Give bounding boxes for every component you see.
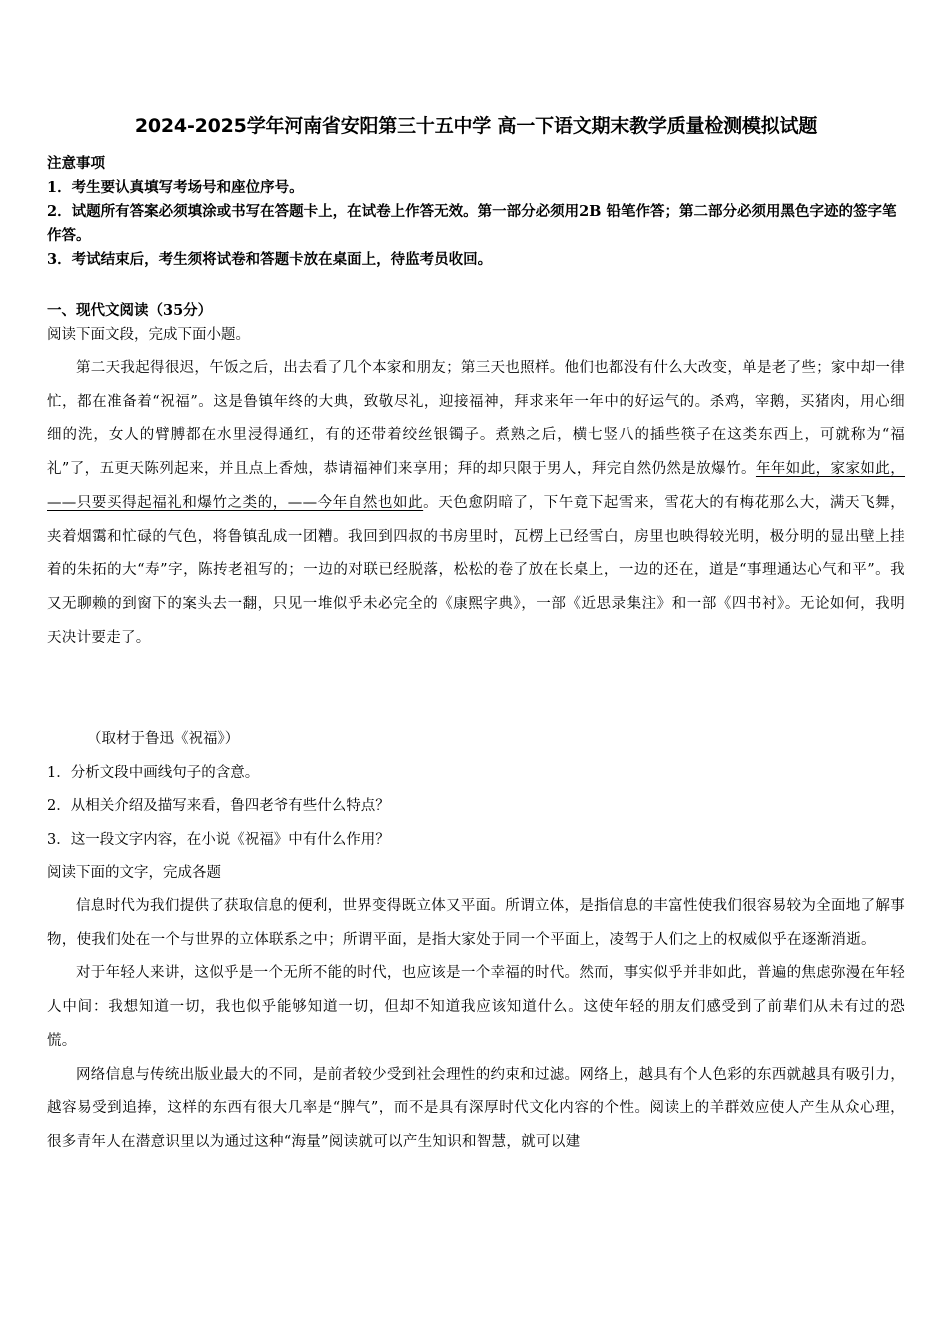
questions1-block <box>47 723 905 891</box>
note-item: 3．考试结束后，考生须将试卷和答题卡放在桌面上，待监考员收回。 <box>47 251 493 268</box>
source1: （取材于鲁迅《祝福》） <box>87 731 240 747</box>
notes-block <box>47 152 905 272</box>
section1-header <box>47 299 905 347</box>
passage1-text-before: 第二天我起得很迟，午饭之后，出去看了几个本家和朋友；第三天也照样。他们也都没有什么大改变，单是老了些；家中却一律忙，都在准备着“祝福”。这是鲁镇年终的大典，致敬尽礼，迎接福神，拜求来年一年中的好运气的。杀鸡，宰鹅，买猪肉，用心细细的洗，女人的臂膊都在水里浸得通红，有的还带着绞丝银镯子。煮熟之后，横七竖八的插些筷子在这类东西上，可就称为“福礼”了，五更天陈列起来，并且点上香烛，恭请福神们来享用；拜的却只限于男人，拜完自然仍然是放爆竹。 <box>47 360 905 478</box>
section1-heading: 一、现代文阅读（35分） <box>47 302 213 319</box>
passage1-text-after: 。天色愈阴暗了，下午竟下起雪来，雪花大的有梅花那么大，满天飞舞，夹着烟霭和忙碌的气色，将鲁镇乱成一团糟。我回到四叔的书房里时，瓦楞上已经雪白，房里也映得较光明，极分明的显出壁上挂着的朱拓的大“寿”字，陈抟老祖写的；一边的对联已经脱落，松松的卷了放在长桌上，一边的还在，道是“事理通达心气和平”。我又无聊赖的到窗下的案头去一翻，只见一堆似乎未必完全的《康熙字典》，一部《近思录集注》和一部《四书衬》。无论如何，我明天决计要走了。 <box>47 494 905 646</box>
question-item: 3．这一段文字内容，在小说《祝福》中有什么作用？ <box>47 831 390 848</box>
passage2-paragraph: 对于年轻人来讲，这似乎是一个无所不能的时代，也应该是一个幸福的时代。然而，事实似乎并非如此，普遍的焦虑弥漫在年轻人中间：我想知道一切，我也似乎能够知道一切，但却不知道我应该知道什么。这使年轻的朋友们感受到了前辈们从未有过的恐慌。 <box>47 965 905 1049</box>
question-item: 1．分析文段中画线句子的含意。 <box>47 764 260 781</box>
instruction2: 阅读下面的文字，完成各题 <box>47 865 221 881</box>
note-item: 1．考生要认真填写考场号和座位序号。 <box>47 179 304 196</box>
question-item: 2．从相关介绍及描写来看，鲁四老爷有些什么特点？ <box>47 798 390 814</box>
page-title: 2024-2025学年河南省安阳第三十五中学 高一下语文期末教学质量检测模拟试题 <box>134 115 818 137</box>
note-item: 2．试题所有答案必须填涂或书写在答题卡上，在试卷上作答无效。第一部分必须用2B 铅笔作答；第二部分必须用黑色字迹的签字笔作答。 <box>47 203 897 244</box>
instruction1: 阅读下面文段，完成下面小题。 <box>47 327 250 343</box>
passage2-paragraph: 信息时代为我们提供了获取信息的便利，世界变得既立体又平面。所谓立体，是指信息的丰富性使我们很容易较为全面地了解事物，使我们处在一个与世界的立体联系之中；所谓平面，是指大家处于同一个平面上，凌驾于人们之上的权威似乎在逐渐消逝。 <box>47 898 905 948</box>
passage1-paragraph <box>47 352 905 655</box>
passage1-underlined-sentence: 年年如此，家家如此，——只要买得起福礼和爆竹之类的，——今年自然也如此 <box>47 461 906 511</box>
passage2-paragraph: 网络信息与传统出版业最大的不同，是前者较少受到社会理性的约束和过滤。网络上，越具有个人色彩的东西就越具有吸引力，越容易受到追捧，这样的东西有很大几率是“脾气”，而不是具有深厚时代文化内容的个性。阅读上的羊群效应使人产生从众心理，很多青年人在潜意识里以为通过这种“海量”阅读就可以产生知识和智慧，就可以建 <box>47 1066 905 1150</box>
notes-heading: 注意事项 <box>47 155 105 172</box>
passage2 <box>47 890 905 1160</box>
passage1 <box>47 352 905 655</box>
